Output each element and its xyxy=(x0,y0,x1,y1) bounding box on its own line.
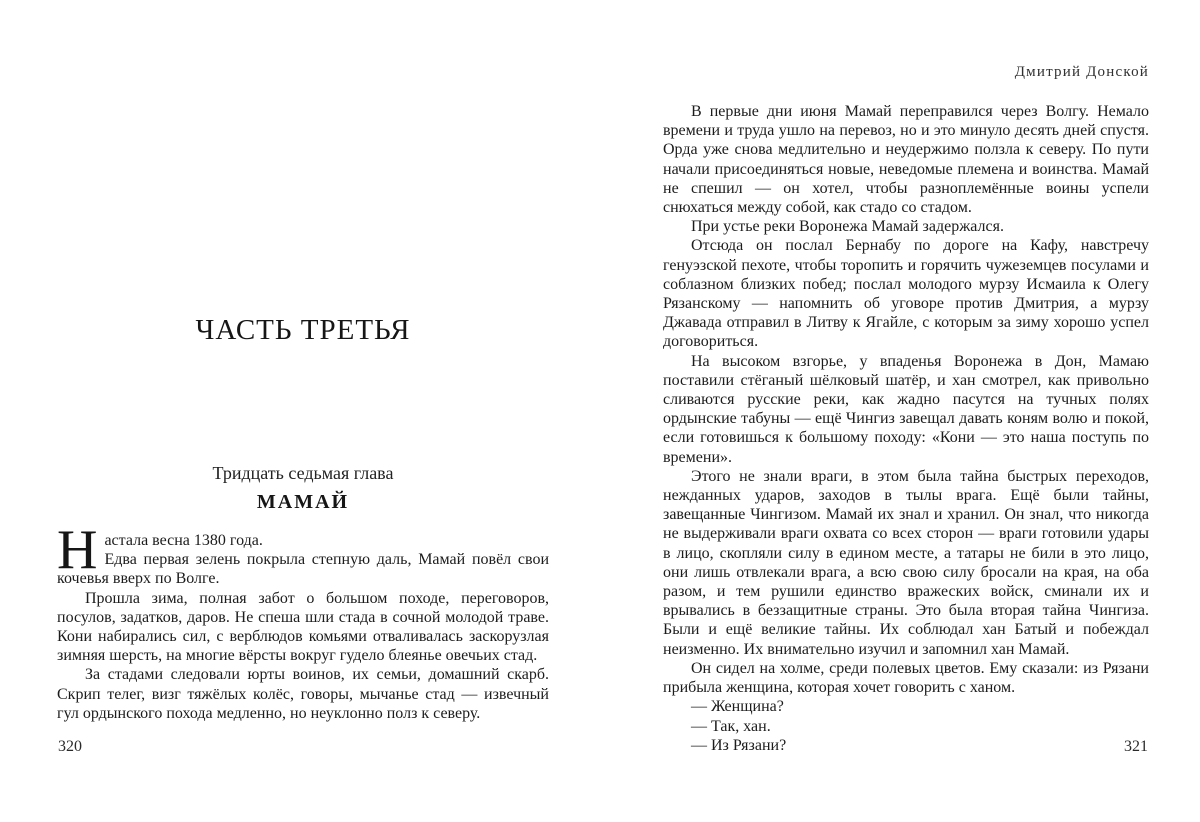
paragraph: В первые дни июня Мамай переправился через Волгу. Немало времени и труда ушло на перевоз, но и это минуло десять дней спустя. Орда уже снова медлительно и неудержимо ползла к северу. По пути начали присоединяться новые, неведомые племена и воинства. Мамай не спешил — он хотел, чтобы разноплемённые воины успели снюхаться между собой, как стадо со стадом. xyxy=(663,103,1149,217)
right-page-body xyxy=(663,102,1149,755)
paragraph: При устье реки Воронежа Мамай задержался. xyxy=(691,218,1004,236)
chapter-title: МАМАЙ xyxy=(256,491,350,513)
page-number-left: 320 xyxy=(58,738,82,755)
paragraph: Отсюда он послал Бернабу по дороге на Кафу, навстречу генуэзской пехоте, чтобы торопить и горячить чужеземцев посулами и соблазном близких побед; послал молодого мурзу Исмаила к Олегу Рязанскому — напомнить об уговоре против Дмитрия, а мурзу Джавада отправил в Литву к Ягайле, с которым за зиму хорошо успел договориться. xyxy=(663,237,1149,351)
paragraph: Он сидел на холме, среди полевых цветов. Ему сказали: из Рязани прибыла женщина, которая хочет говорить с ханом. xyxy=(663,659,1149,697)
part-title: ЧАСТЬ ТРЕТЬЯ xyxy=(195,314,411,346)
left-page-body xyxy=(57,519,549,723)
dialogue-line: — Из Рязани? xyxy=(691,736,787,754)
dialogue-line: — Женщина? xyxy=(691,698,784,716)
paragraph: Прошла зима, полная забот о большом походе, переговоров, посулов, задатков, даров. Не спеша шли стада в сочной молодой траве. Кони набирались сил, с верблюдов комьями отваливалась заскорузлая зимняя шерсть, на многие вёрсты вокруг гудело блеянье овечьих стад. xyxy=(57,589,549,665)
paragraph: За стадами следовали юрты воинов, их семьи, домашний скарб. Скрип телег, визг тяжёлых колёс, говоры, мычанье стад — извечный гул ордынского похода медленно, но неуклонно полз к северу. xyxy=(57,666,549,722)
paragraph: Едва первая зелень покрыла степную даль, Мамай повёл свои кочевья вверх по Волге. xyxy=(57,551,549,588)
left-page xyxy=(57,0,549,822)
dialogue-line: — Так, хан. xyxy=(691,717,771,735)
paragraph: На высоком взгорье, у впаденья Воронежа в Дон, Мамаю поставили стёганый шёлковый шатёр, и хан смотрел, как привольно сливаются русские реки, как жадно пасутся на тучных полях ордынские табуны — ещё Чингиз завещал давать коням волю и покой, если готовишься к большому походу: «Кони — это наша поступь по времени». xyxy=(663,352,1149,466)
chapter-subtitle: Тридцать седьмая глава xyxy=(212,463,394,483)
right-page xyxy=(663,0,1149,822)
running-header: Дмитрий Донской xyxy=(1014,64,1149,80)
drop-cap-letter: Н xyxy=(57,519,98,581)
paragraph: астала весна 1380 года. xyxy=(104,532,263,549)
paragraph: Этого не знали враги, в этом была тайна быстрых переходов, нежданных ударов, заходов в тылы врага. Ещё были тайны, завещанные Чингизом. Мамай их знал и хранил. Он знал, что никогда не выдерживали враги охвата со всех сторон — враги готовили удары в лицо, скопляли силу в едином месте, а татары не били в это лицо, они лишь отвлекали врага, а всю свою силу бросали на края, на оба разом, и тем рушили единство вражеских войск, сминали их и врывались в беззащитные страны. Это была вторая тайна Чингиза. Были и ещё великие тайны. Их соблюдал хан Батый и побеждал неизменно. Их внимательно изучил и запомнил хан Мамай. xyxy=(663,467,1149,658)
page-number-right: 321 xyxy=(1124,738,1148,755)
